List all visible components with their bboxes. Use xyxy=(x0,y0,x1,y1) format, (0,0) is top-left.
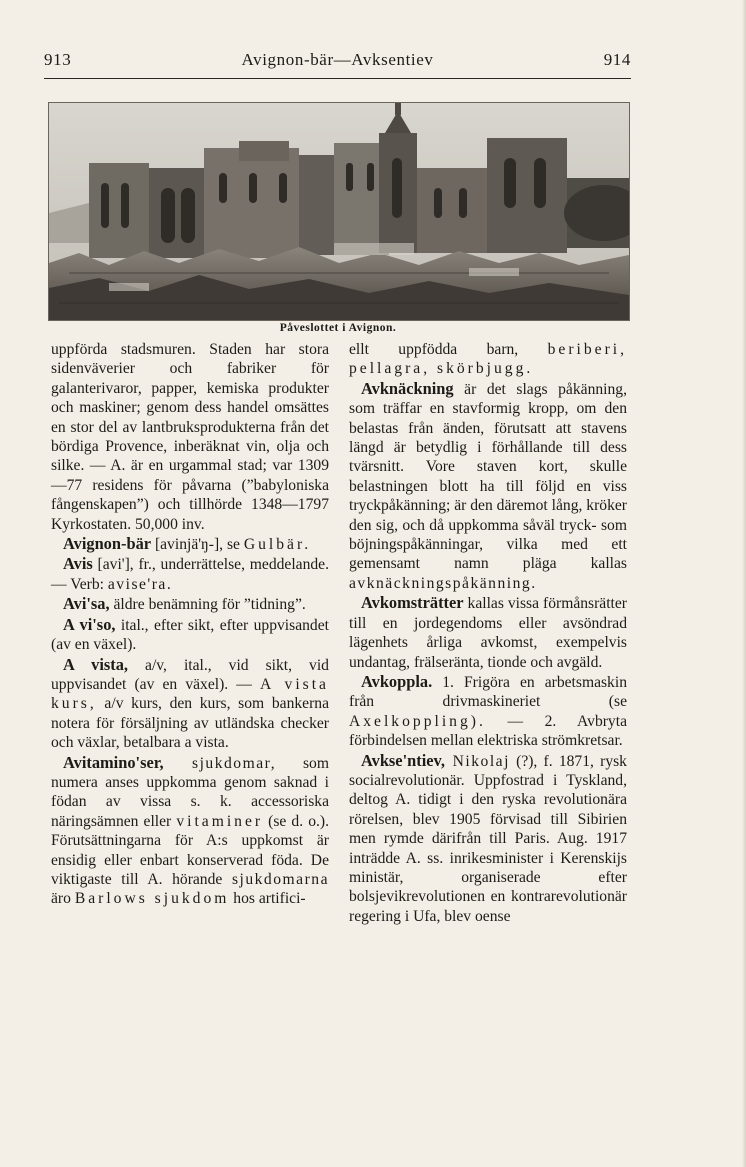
palace-illustration xyxy=(49,103,629,320)
right-column xyxy=(349,340,627,926)
entry-a-viso: A vi'so, ital., efter sikt, efter uppvisandet (av en växel). xyxy=(51,614,329,654)
headword: Avkomsträtter xyxy=(361,593,464,613)
running-header xyxy=(44,50,631,74)
entry-avis: Avis [avi'], fr., underrättelse, meddelande. — Verb: avise'ra. xyxy=(51,554,329,593)
headword: Avis xyxy=(63,554,93,574)
entry-a-vista: A vista, a/v, ital., vid sikt, vid uppvisandet (av en växel). — A vista kurs, a/v kurs, den kurs, som bankerna notera för försäljning av utländska checker och växlar, betalbara a vista. xyxy=(51,654,329,752)
headword: Avitamino'ser, xyxy=(63,752,164,772)
entry-avknackning: Avknäckning är det slags påkänning, som träffar en stavformig kropp, om den belastas från änden, förutsatt att stavens längd är betydlig i förhållande till dess tvärsnitt. Vore staven kort, skulle belastningen blott ha till följd en viss tryckpåkänning; är den däremot lång, kröker den sig, och då uppkomma såväl tryck- som böjningspåkänningar, vilka med ett gemensamt namn pläga kallas avknäckningspåkänning. xyxy=(349,378,627,592)
entry-avkoppla: Avkoppla. 1. Frigöra en arbetsmaskin från drivmaskineriet (se Axelkoppling). — 2. Avbryta förbindelsen mellan elektriska strömkretsar. xyxy=(349,671,627,750)
entry-avksentiev: Avkse'ntiev, Nikolaj (?), f. 1871, rysk socialrevolutionär. Uppfostrad i Tyskland, deltog A. tidigt i den ryska revolutionära rörelsen, blev 1905 förvisad till Sibirien men rymde därifrån till Paris. Aug. 1917 inträdde A. ss. inrikesminister i Kerenskijs ministär, organiserade efter bolsjevikrevolutionen en kontrarevolutionär regering i Ufa, blev oense xyxy=(349,750,627,925)
headword: Avkoppla. xyxy=(361,671,433,691)
paragraph-continuation: uppförda stadsmuren. Staden har stora sidenväverier och fabriker för galanterivaror, papper, kemiska produkter och maskiner; genom dess handel omsättes en stor del av lantbruksprodukterna från det bördiga Provence, inberäknat vin, olja och silke. — A. är en urgammal stad; var 1309—77 residens för påvarna (”babyloniska fångenskapen”) och tillhörde 1348—1797 Kyrkostaten. 50,000 inv. xyxy=(51,341,329,533)
headword: A vi'so, xyxy=(63,614,116,634)
page-number-right: 914 xyxy=(603,50,631,69)
palace-photograph xyxy=(48,102,630,321)
headword: Avkse'ntiev, xyxy=(361,750,445,770)
left-column xyxy=(51,340,329,909)
entry-avitaminoser: Avitamino'ser, sjukdomar, som numera anses uppkomma genom saknad i födan av vissa s. k. accessoriska näringsämnen eller vitaminer (se d. o.). Förutsättningarna för A:s uppkomst är ensidig eller enbart konserverad föda. De viktigaste till A. hörande sjukdomarna äro Barlows sjukdom hos artifici- xyxy=(51,752,329,908)
entry-avkomstratter: Avkomsträtter kallas vissa förmånsrätter till en jordegendoms eller avsöndrad lägenhets årliga avkomst, exempelvis undantag, frälseränta, tionde och avgäld. xyxy=(349,593,627,671)
headword: Avknäckning xyxy=(361,378,454,398)
paragraph-continuation: ellt uppfödda barn, beriberi, pellagra, skörbjugg. xyxy=(349,341,627,378)
header-title: Avignon-bär—Avksentiev xyxy=(241,50,434,69)
page-number-left: 913 xyxy=(44,50,72,69)
header-rule xyxy=(44,78,631,79)
entry-avisa: Avi'sa, äldre benämning för ”tidning”. xyxy=(63,594,306,614)
entry-avignon-bar: Avignon-bär [avinjä'ŋ-], se Gulbär. xyxy=(63,534,312,554)
figure-caption: Påveslottet i Avignon. xyxy=(279,322,397,334)
page-edge xyxy=(742,0,746,1167)
headword: Avi'sa, xyxy=(63,594,110,614)
headword: Avignon-bär xyxy=(63,534,152,554)
headword: A vista, xyxy=(63,654,129,674)
